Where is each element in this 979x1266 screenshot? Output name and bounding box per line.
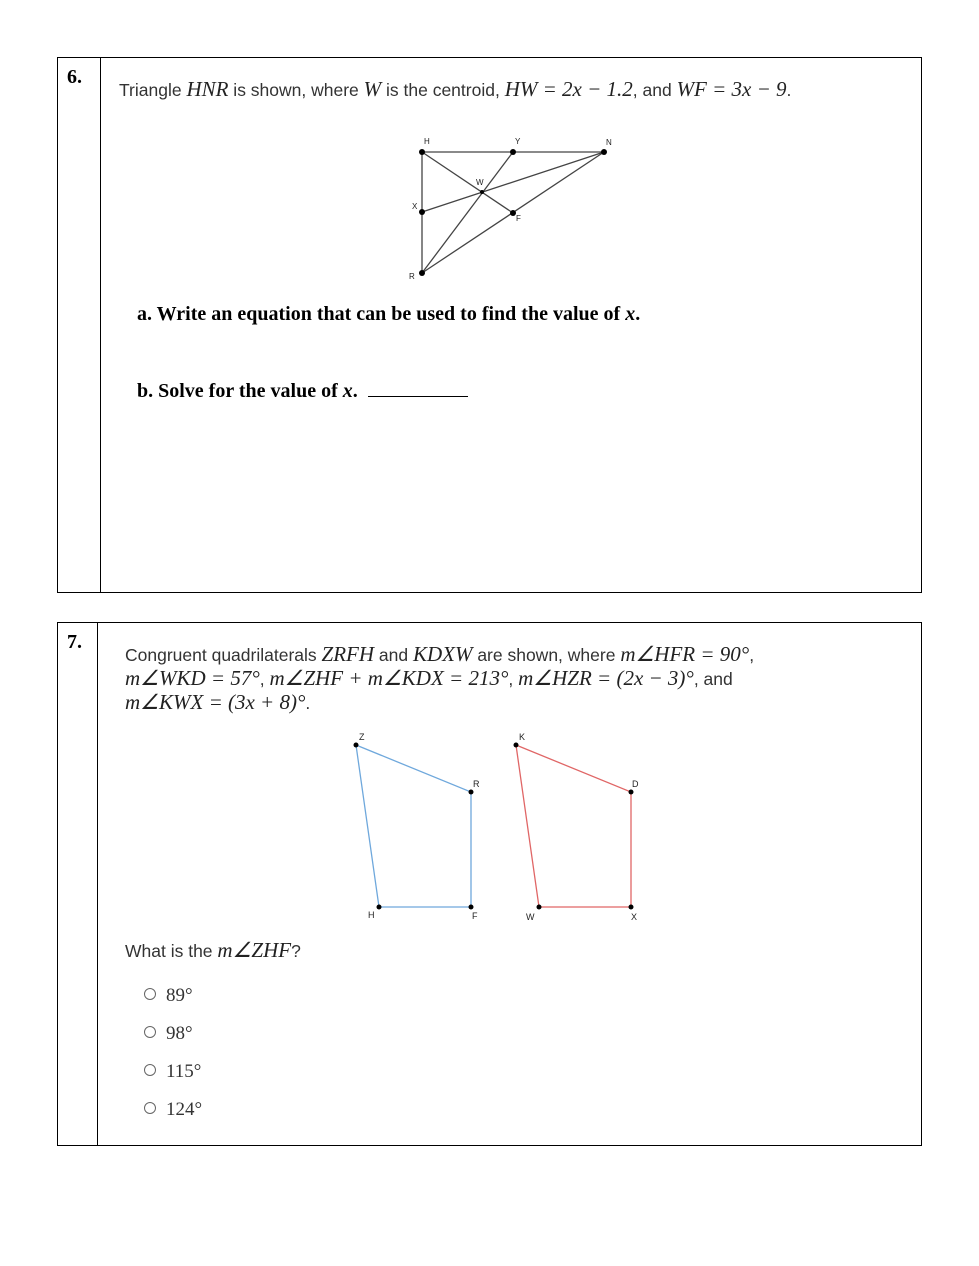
label-x: X [412,202,418,211]
equation-hw: HW = 2x − 1.2 [504,77,633,101]
label-n: N [606,138,612,147]
point-y [510,149,516,155]
quad-zrfh [356,745,471,907]
prompt-text: . [786,80,792,100]
part-a-variable: x [625,303,636,325]
prompt-line-3 [125,691,885,715]
label-r: R [409,272,415,281]
prompt-line-2 [125,667,885,691]
prompt-text: Congruent quadrilaterals [125,645,322,665]
question-7-box [57,622,922,1146]
point-h [419,149,425,155]
prompt-comma: , [259,669,270,689]
point-n [601,149,607,155]
radio-button[interactable] [144,1102,156,1114]
label-h: H [424,137,430,146]
label-z: Z [359,732,365,742]
centroid-name: W [363,77,382,101]
question-6-number: 6. [67,66,82,88]
choice-label: 98° [166,1023,193,1044]
angle-wkd: m∠WKD = 57° [125,666,260,690]
question-text: What is the [125,941,218,961]
median-ry [422,152,513,273]
label-y: Y [515,137,521,146]
point-k [514,743,519,748]
point-d [629,790,634,795]
prompt-line-1 [125,643,885,667]
triangle-name: HNR [186,77,229,101]
angle-zhf: m∠ZHF [217,938,292,962]
median-nx [422,152,604,212]
question-6-number-column [58,58,101,592]
question-6-prompt [119,78,909,102]
question-7-question [125,939,301,963]
quad-kdxw-name: KDXW [412,642,473,666]
prompt-text: are shown, where [472,645,621,665]
angle-hzr: m∠HZR = (2x − 3)° [518,666,694,690]
point-r [419,270,425,276]
equation-wf: WF = 3x − 9 [676,77,787,101]
radio-button[interactable] [144,1026,156,1038]
question-6-part-b [137,380,468,403]
point-z [354,743,359,748]
prompt-text: Triangle [119,80,187,100]
label-h: H [368,910,375,920]
part-b-text: b. Solve for the value of [137,380,343,402]
point-x [629,905,634,910]
choice-d[interactable] [144,1099,202,1121]
congruent-quadrilaterals-figure [338,728,658,928]
part-b-variable: x [342,380,353,402]
radio-button[interactable] [144,988,156,1000]
label-w: W [476,178,484,187]
prompt-text: , and [693,669,733,689]
part-a-text: a. Write an equation that can be used to find the value of [137,303,626,325]
label-k: K [519,732,526,742]
prompt-text: . [305,693,311,713]
choice-label: 115° [166,1061,202,1082]
prompt-comma: , [508,669,519,689]
triangle-hnr-figure [398,133,628,283]
label-x: X [631,912,638,922]
question-mark: ? [291,941,301,961]
label-r: R [473,779,480,789]
label-f: F [516,214,521,223]
angle-hfr: m∠HFR = 90° [620,642,750,666]
median-hf [422,152,513,213]
angle-sum: m∠ZHF + m∠KDX = 213° [269,666,509,690]
prompt-text: is shown, where [228,80,364,100]
point-r [469,790,474,795]
question-7-prompt [125,643,885,715]
label-w: W [526,912,535,922]
label-d: D [632,779,639,789]
prompt-text: and [374,645,413,665]
point-f [469,905,474,910]
question-7-number: 7. [67,631,82,653]
radio-button[interactable] [144,1064,156,1076]
choice-a[interactable] [144,985,193,1007]
part-a-period: . [635,303,641,325]
choice-label: 124° [166,1099,203,1120]
angle-kwx: m∠KWX = (3x + 8)° [125,690,306,714]
part-b-period: . [352,380,358,402]
point-w [537,905,542,910]
choice-c[interactable] [144,1061,201,1083]
answer-blank[interactable] [368,395,468,397]
choice-b[interactable] [144,1023,193,1045]
quad-kdxw [516,745,631,907]
question-6-part-a [137,303,640,326]
point-h [377,905,382,910]
question-7-number-column [58,623,98,1145]
quad-zrfh-name: ZRFH [321,642,375,666]
question-6-box [57,57,922,593]
point-w [480,190,484,194]
point-x [419,209,425,215]
choice-label: 89° [166,985,193,1006]
prompt-text: , [749,645,755,665]
prompt-text: is the centroid, [381,80,505,100]
label-f: F [472,911,478,921]
prompt-text: , and [632,80,677,100]
